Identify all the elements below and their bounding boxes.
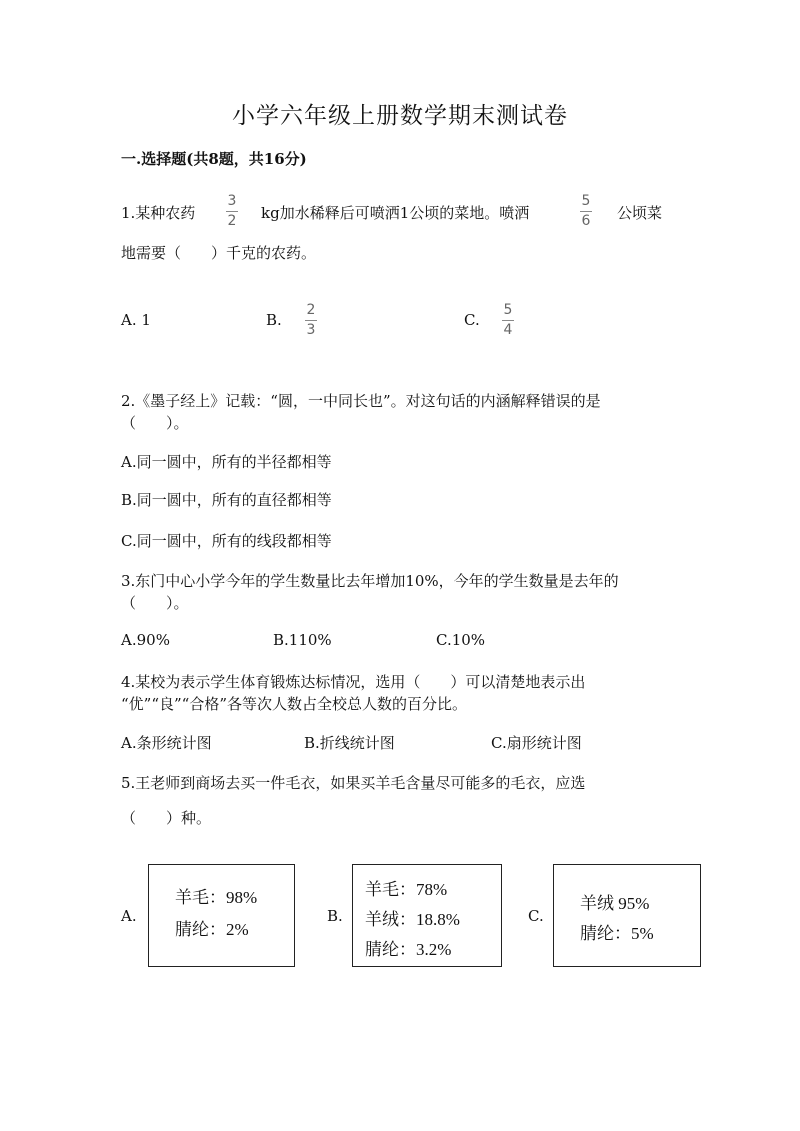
q5-option-a-line-1: 羊毛：98% xyxy=(175,888,258,907)
q1-option-c-denominator: 4 xyxy=(503,322,513,338)
section-heading: 一.选择题(共8题，共16分) xyxy=(121,150,307,168)
q5-option-b-box xyxy=(352,864,502,967)
q3-option-c: C.10% xyxy=(436,631,486,649)
q5-option-b-line-1: 羊毛：78% xyxy=(365,880,448,899)
q2-option-c: C.同一圆中，所有的线段都相等 xyxy=(121,532,332,550)
q1-fraction-2-denominator: 6 xyxy=(581,213,591,229)
q3-line-2: （ ）。 xyxy=(121,594,189,612)
q4-line-1: 4.某校为表示学生体育锻炼达标情况，选用（ ）可以清楚地表示出 xyxy=(121,673,586,691)
q5-line-2: （ ）种。 xyxy=(121,809,212,827)
q1-fraction-1-numerator: 3 xyxy=(227,193,237,209)
q2-line-2: （ ）。 xyxy=(121,414,189,432)
q4-option-b: B.折线统计图 xyxy=(304,734,395,752)
q5-option-b-label: B. xyxy=(327,907,343,925)
q5-option-a-label: A. xyxy=(121,907,137,925)
q1-option-c-numerator: 5 xyxy=(503,302,513,318)
q5-option-c-box xyxy=(553,864,701,967)
q4-line-2: “优”“良”“合格”各等次人数占全校总人数的百分比。 xyxy=(121,695,468,713)
q4-option-a: A.条形统计图 xyxy=(121,734,212,752)
q5-line-1: 5.王老师到商场去买一件毛衣，如果买羊毛含量尽可能多的毛衣，应选 xyxy=(121,774,586,792)
q5-option-a-line-2: 腈纶：2% xyxy=(175,920,249,939)
q1-fraction-1-denominator: 2 xyxy=(227,213,237,229)
q1-middle: kg加水稀释后可喷洒1公顷的菜地。喷洒 xyxy=(261,204,530,222)
q5-option-b-line-3: 腈纶：3.2% xyxy=(365,940,452,959)
q1-line-2: 地需要（ ）千克的农药。 xyxy=(121,244,317,262)
q1-option-b-label: B. xyxy=(266,311,282,329)
q2-option-a: A.同一圆中，所有的半径都相等 xyxy=(121,453,332,471)
q3-option-b: B.110% xyxy=(273,631,332,649)
q5-option-a-box xyxy=(148,864,295,967)
q5-option-c-line-2: 腈纶：5% xyxy=(580,924,654,943)
q2-line-1: 2.《墨子经上》记载：“圆，一中同长也”。对这句话的内涵解释错误的是 xyxy=(121,392,601,410)
q1-option-b-numerator: 2 xyxy=(306,302,316,318)
q1-fraction-1 xyxy=(226,194,238,229)
page-title: 小学六年级上册数学期末测试卷 xyxy=(232,103,568,129)
q1-option-c-fraction xyxy=(502,303,514,338)
q1-option-c-label: C. xyxy=(464,311,480,329)
q2-option-b: B.同一圆中，所有的直径都相等 xyxy=(121,491,332,509)
q5-option-c-label: C. xyxy=(528,907,544,925)
q1-option-b-fraction xyxy=(305,303,317,338)
q1-option-a: A. 1 xyxy=(121,311,151,329)
q5-option-c-line-1: 羊绒 95% xyxy=(580,894,650,913)
q3-line-1: 3.东门中心小学今年的学生数量比去年增加10%，今年的学生数量是去年的 xyxy=(121,572,619,590)
q3-option-a: A.90% xyxy=(121,631,170,649)
q4-option-c: C.扇形统计图 xyxy=(491,734,582,752)
q1-suffix: 公顷菜 xyxy=(617,204,663,222)
q1-option-b-denominator: 3 xyxy=(306,322,316,338)
q1-prefix: 1.某种农药 xyxy=(121,204,196,222)
q5-option-b-line-2: 羊绒：18.8% xyxy=(365,910,460,929)
q1-fraction-2-numerator: 5 xyxy=(581,193,591,209)
q1-fraction-2 xyxy=(580,194,592,229)
